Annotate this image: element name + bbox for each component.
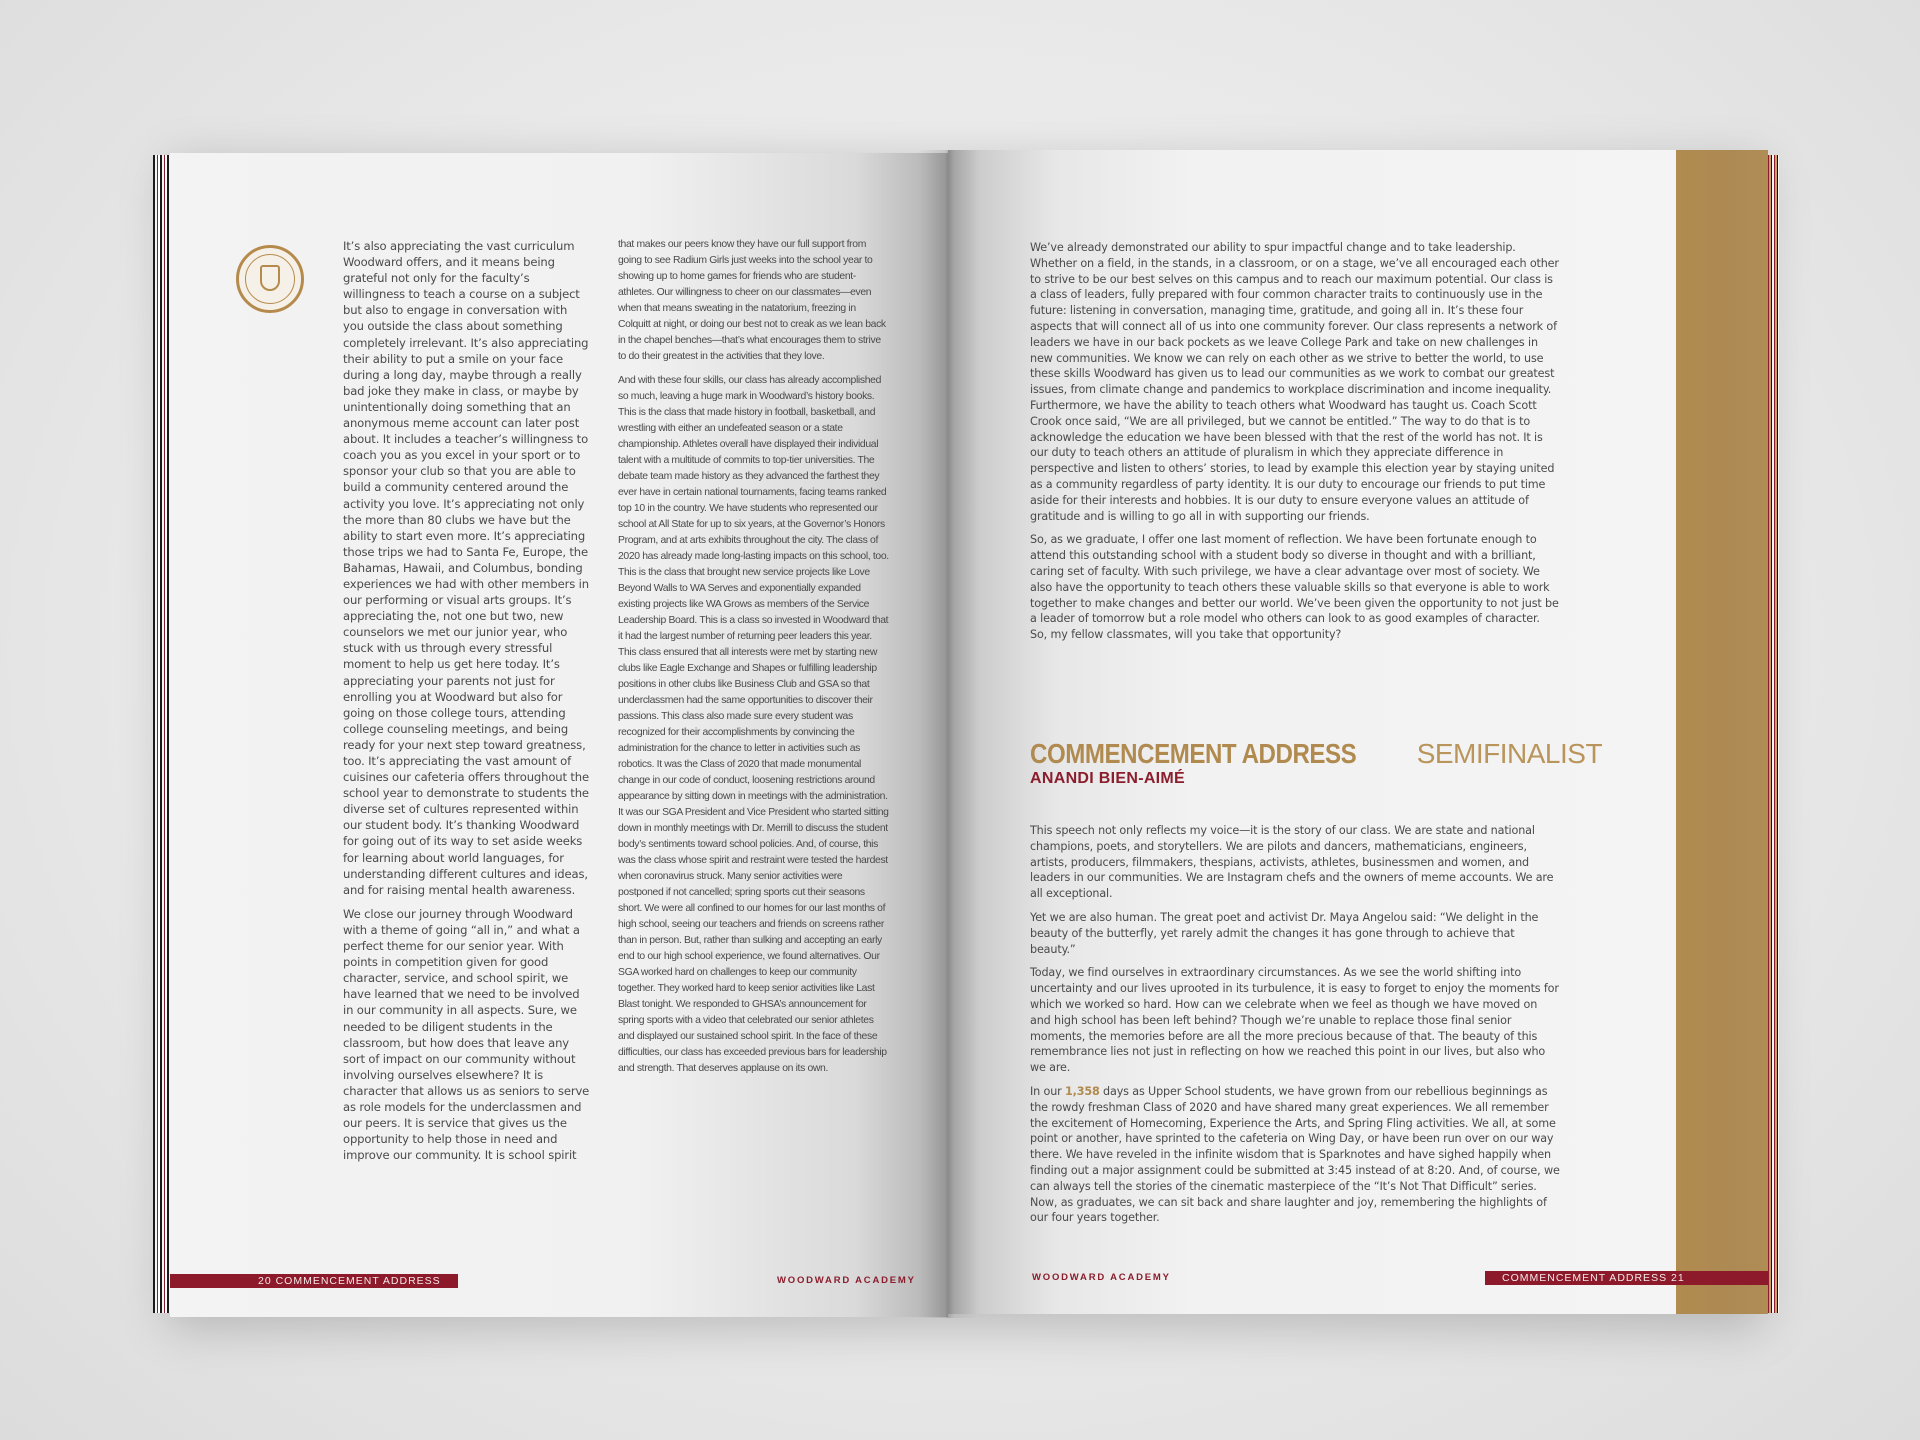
footer-brand: WOODWARD ACADEMY [777, 1275, 916, 1286]
paragraph: It’s also appreciating the vast curriculum Woodward offers, and it means being grateful not only for the faculty’s willingness to teach a course on a subject but also to engage in conversation with you outside the class about something completely irrelevant. It’s also appreciating their ability to put a smile on your face during a long day, maybe through a really bad joke they make in class, or maybe by unintentionally doing something that an anonymous meme account can later post about. It includes a teacher’s willingness to coach you as you excel in your sport or to sponsor your club so that you are able to build a community centered around the activity you love. It’s appreciating not only the more than 80 clubs we have but the ability to start even more. It’s appreciating those trips we had to Santa Fe, Europe, the Bahamas, Hawaii, and Columbus, bonding experiences we had with other members in our performing or visual arts groups. It’s appreciating the, not one but two, new counselors we met our junior year, who stuck with us through every stressful moment to help us get here today. It’s appreciating your parents not just for enrolling you at Woodward but also for going on those college tours, attending college counseling meetings, and being ready for your next step toward greatness, too. It’s appreciating the vast amount of cuisines our cafeteria offers throughout the school year to demonstrate to students the diverse set of cultures represented within our student body. It’s thanking Woodward for going out of its way to set aside weeks for learning about world languages, for understanding different cultures and ideas, and for raising mental health awareness. [343, 239, 589, 897]
footer-brand: WOODWARD ACADEMY [1032, 1272, 1171, 1283]
author-name: ANANDI BIEN-AIMÉ [1030, 770, 1186, 787]
section-heading [1030, 738, 1602, 770]
right-column-top [1030, 240, 1560, 651]
paragraph: We close our journey through Woodward with a theme of going “all in,” and what a perfect theme for our senior year. With points in competition given for good character, service, and school spirit, we have learned that we need to be involved in our community in all aspects. Sure, we needed to be diligent students in the classroom, but how does that leave any sort of impact on our community without involving ourselves elsewhere? It is character that allows us as seniors to serve as role models for the underclassmen and our peers. It is service that gives us the opportunity to help those in need and improve our community. It is school spirit [343, 906, 590, 1163]
paragraph-prefix: In our [1030, 1084, 1065, 1098]
right-column-bottom [1030, 823, 1560, 1234]
paragraph: We’ve already demonstrated our ability to spur impactful change and to take leadership. Whether on a field, in the stands, in a classroom, or on a stage, we’ve all encouraged each other to strive to be our best selves on this campus and to reach our maximum potential. Our class is a class of leaders, fully prepared with four common character traits to continuously use in the future: listening in conversation, managing time, gratitude, and going all in. It’s these four aspects that will connect all of us into one community forever. Our class represents a network of leaders we have in our back pockets as we leave College Park and take on new challenges in new communities. We know we can rely on each other as we strive to better the world, to use these skills Woodward has given us to lead our communities as we work to combat our greatest issues, from climate change and pandemics to workplace discrimination and income inequality. Furthermore, we have the ability to teach others what Woodward has taught us. Coach Scott Crook once said, “We are all privileged, but we cannot be entitled.” The way to do that is to acknowledge the education we have been blessed with that the rest of the world has not. It is our duty to teach others an attitude of pluralism in which they appreciate difference in perspective and listen to others’ stories, to lead by example this election year by staying united as a community regardless of party identity. It is our duty to encourage our friends to put time aside for their interests and hobbies. It is our duty to ensure everyone values an attitude of gratitude and is willing to go all in with supporting our friends. [1030, 241, 1559, 523]
highlight-number: 1,358 [1065, 1084, 1100, 1098]
paragraph: This speech not only reflects my voice—it is the story of our class. We are state and national champions, poets, and storytellers. We are pilots and dancers, mathematicians, engineers, artists, producers, filmmakers, thespians, activists, athletes, businessmen and women, and leaders in our communities. We are Instagram chefs and the owners of meme accounts. We are all exceptional. [1030, 824, 1554, 901]
paragraph: Today, we find ourselves in extraordinary circumstances. As we see the world shifting into uncertainty and our lives uprooted in its turbulence, it is easy to forget to enjoy the moments for which we worked so hard. How can we celebrate when we feel as though we have moved on and high school has been left behind? Though we’re unable to replace those final senior moments, the memories before are all the more precious because of that. The beauty of this remembrance lies not just in reflecting on how we reached this point in our lives, but also who we are. [1030, 966, 1559, 1075]
paragraph: And with these four skills, our class has already accomplished so much, leaving a huge mark in Woodward’s history books. This is the class that made history in football, basketball, and wrestling with either an undefeated season or a state championship. Athletes overall have displayed their individual talent with a multitude of commits to top-tier universities. The debate team made history as they advanced the farthest they ever have in certain national tournaments, facing teams ranked top 10 in the country. We have students who represented our school at All State for up to six years, at the Governor’s Honors Program, and at arts exhibits throughout the city. The class of 2020 has already made long-lasting impacts on this school, too. This is the class that brought new service projects like Love Beyond Walls to WA Serves and exponentially expanded existing projects like WA Grows as members of the Service Leadership Board. This is a class so invested in Woodward that it had the largest number of returning peer leaders this year. This class ensured that all interests were met by starting new clubs like Eagle Exchange and Shapes or fulfilling leadership positions in other clubs like Business Club and GSA so that underclassmen had the same opportunities to discover their passions. This class also made sure every student was recognized for their accomplishments by convincing the administration for the chance to letter in activities such as robotics. It was the Class of 2020 that made monumental change in our code of conduct, loosening restrictions around appearance by sitting down in meetings with the administration. It was our SGA President and Vice President who started sitting down in monthly meetings with Dr. Merrill to discuss the student body’s sentiments toward school policies. And, of course, this was the class whose spirit and restraint were tested the hardest when coronavirus struck. Many senior activities were postponed if not cancelled; spring sports cut their seasons short. We were all confined to our homes for our last months of high school, seeing our teachers and friends on screens rather than in person. But, rather than sulking and accepting an early end to our high school experience, we found alternatives. Our SGA worked hard on challenges to keep our community together. They worked hard to keep senior activities like Last Blast tonight. We responded to GHSA’s announcement for spring sports with a video that celebrated our senior athletes and displayed our sustained school spirit. In the face of these difficulties, our class has exceeded previous bars for leadership and strength. That deserves applause on its own. [618, 375, 889, 1074]
paragraph [1030, 1084, 1560, 1226]
spine-shadow [918, 150, 978, 1318]
woodward-academy-crest-icon [236, 245, 304, 313]
heading-light: SEMIFINALIST [1409, 738, 1603, 769]
gold-side-band [1676, 150, 1768, 1314]
left-column-b [618, 237, 890, 1085]
heading-strong: COMMENCEMENT ADDRESS [1030, 738, 1357, 769]
paragraph: Yet we are also human. The great poet and activist Dr. Maya Angelou said: “We delight in the beauty of the butterfly, yet rarely admit the changes it has gone through to achieve that beauty.” [1030, 910, 1539, 956]
page-footer-label: COMMENCEMENT ADDRESS 21 [1502, 1272, 1685, 1284]
left-page [170, 153, 948, 1317]
paragraph: So, as we graduate, I offer one last moment of reflection. We have been fortunate enough to attend this outstanding school with a student body so diverse in thought and with a brilliant, caring set of faculty. With such privilege, we have a clear advantage over most of society. We also have the opportunity to teach others these valuable skills so that everyone is able to work together to make changes and better our world. We’ve been given the opportunity to not just be a leader of tomorrow but a role model who others can look to as good examples of character. So, my fellow classmates, will you take that opportunity? [1030, 533, 1559, 642]
page-footer-label: 20 COMMENCEMENT ADDRESS [258, 1275, 441, 1287]
paragraph-rest: days as Upper School students, we have grown from our rebellious beginnings as the rowdy freshman Class of 2020 and have shared many great experiences. We all remember the excitement of Homecoming, Experience the Arts, and Spring Fling activities. We all, at some point or another, have sprinted to the cafeteria on Wing Day, or have been run over on our way there. We have reveled in the infinite wisdom that is Sparknotes and have sighed happily when finding out a major assignment could be submitted at 3:45 instead of at 8:20. And, of course, we can always tell the stories of the cinematic masterpiece of the “It’s Not That Difficult” series. Now, as graduates, we can sit back and share laughter and joy, remembering the highlights of our four years together. [1030, 1084, 1560, 1225]
left-column-a [343, 238, 591, 1171]
paragraph: that makes our peers know they have our full support from going to see Radium Girls just weeks into the school year to showing up to home games for friends who are student-athletes. Our willingness to cheer on our classmates—even when that means sweating in the natatorium, freezing in Colquitt at night, or doing our best not to creak as we lean back in the chapel benches—that’s what encourages them to strive to do their greatest in the activities that they love. [618, 239, 886, 362]
right-page [948, 150, 1768, 1314]
